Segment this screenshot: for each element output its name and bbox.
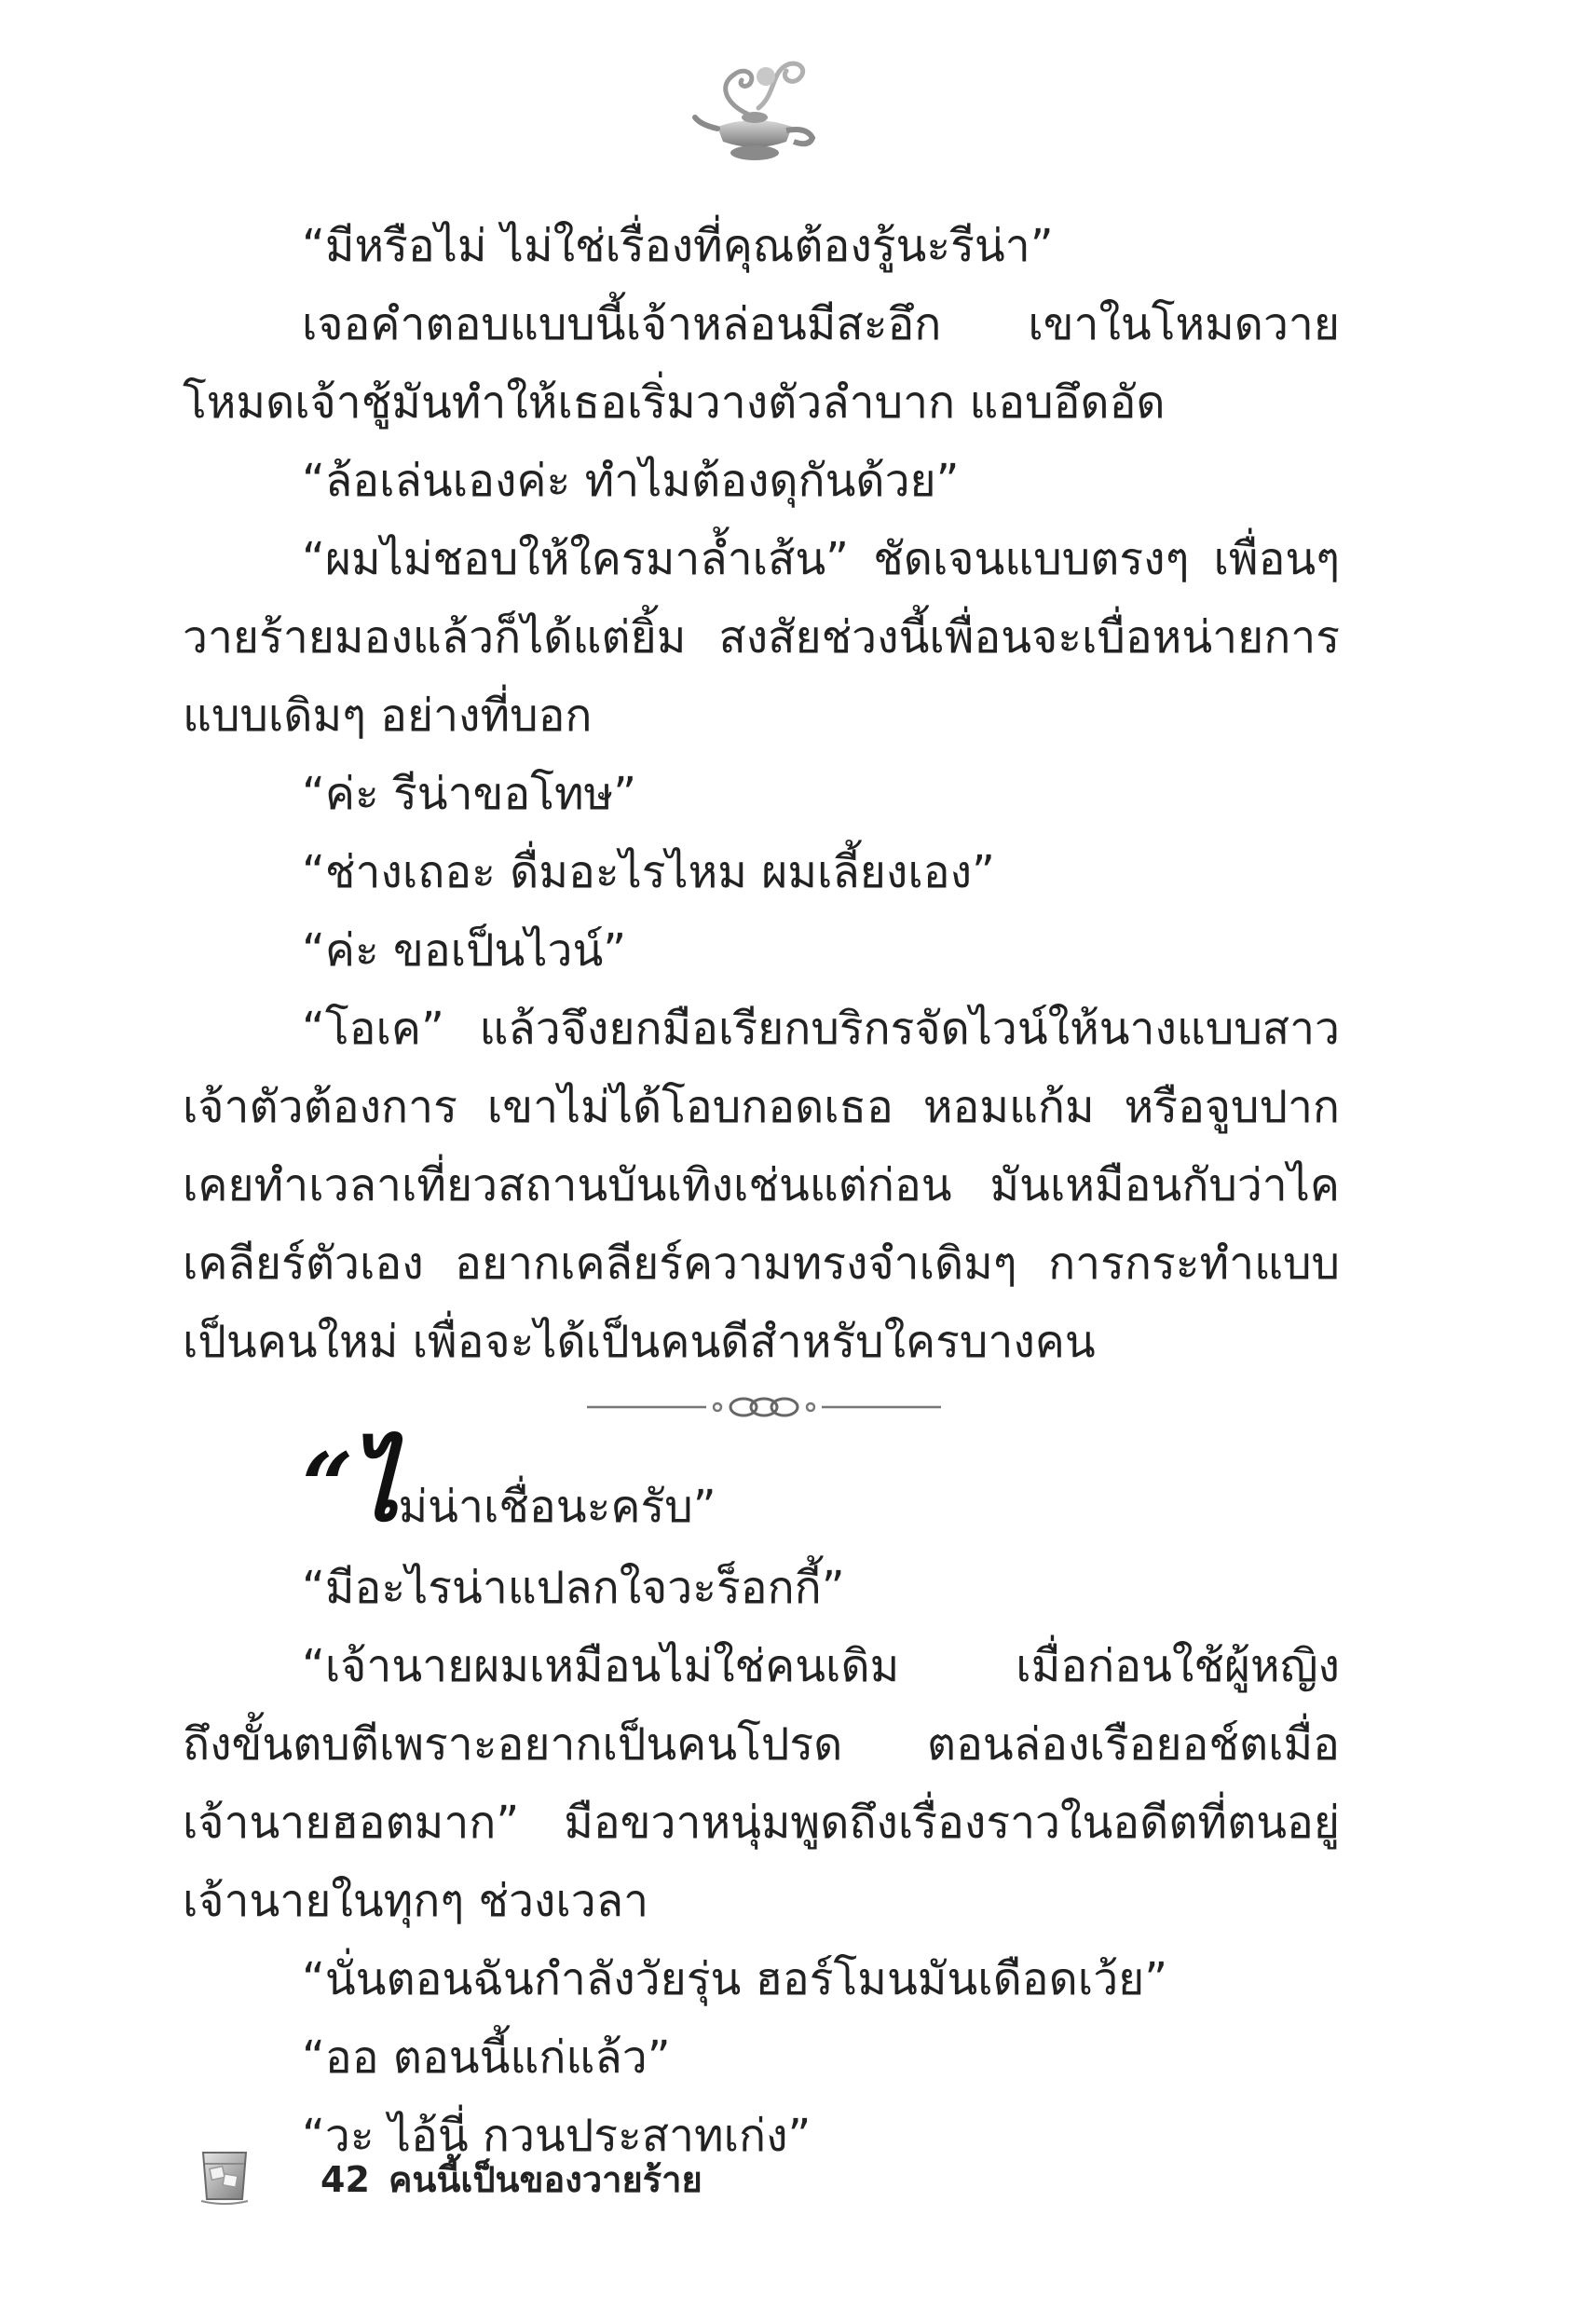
text-line: “มีอะไรน่าแปลกใจวะร็อกกี้” — [302, 1562, 845, 1614]
text-line: แบบเดิมๆ อย่างที่บอก — [183, 690, 593, 742]
dropcap-quote-mark: “ — [302, 1433, 354, 1538]
book-title: คนนี้เป็นของวายร้าย — [389, 2159, 703, 2200]
magic-lamp-icon — [689, 48, 820, 170]
text-line: “วะ ไอ้นี่ กวนประสาทเก่ง” — [302, 2110, 812, 2162]
text-line: เคลียร์ตัวเอง อยากเคลียร์ความทรงจำเดิมๆ การกระทำแบบ — [183, 1238, 1340, 1290]
text-line: “ออ ตอนนี้แก่แล้ว” — [302, 2031, 671, 2084]
text-line: “นั่นตอนฉันกำลังวัยรุ่น ฮอร์โมนมันเดือดเว้ย” — [302, 1953, 1168, 2005]
dropcap-letter: ไ — [349, 1429, 399, 1543]
text-line: เจ้านายในทุกๆ ช่วงเวลา — [183, 1875, 649, 1927]
whisky-glass-icon — [198, 2145, 252, 2205]
text-line: “มีหรือไม่ ไม่ใช่เรื่องที่คุณต้องรู้นะรีน่า” — [302, 220, 1054, 272]
text-line: โหมดเจ้าชู้มันทำให้เธอเริ่มวางตัวลำบาก แอบอึดอัด — [183, 376, 1166, 429]
text-line: วายร้ายมองแล้วก็ได้แต่ยิ้ม สงสัยช่วงนี้เพื่อนจะเบื่อหน่ายการ — [183, 611, 1340, 663]
text-line: “ค่ะ ขอเป็นไวน์” — [302, 924, 627, 977]
text-line: ถึงขั้นตบตีเพราะอยากเป็นคนโปรด ตอนล่องเรือยอช์ตเมื่อ — [183, 1718, 1340, 1771]
text-line: เจอคำตอบแบบนี้เจ้าหล่อนมีสะอึก เขาในโหมดวาย — [302, 298, 1340, 350]
page-number: 42 — [321, 2159, 370, 2200]
text-line: เคยทำเวลาเที่ยวสถานบันเทิงเช่นแต่ก่อน มันเหมือนกับว่าไค — [183, 1159, 1340, 1211]
text-line: “เจ้านายผมเหมือนไม่ใช่คนเดิม เมื่อก่อนใช้ผู้หญิง — [302, 1640, 1340, 1692]
text-line: “ผมไม่ชอบให้ใครมาล้ำเส้น” ชัดเจนแบบตรงๆ เพื่อนๆ — [302, 533, 1340, 585]
text-line: เจ้าตัวต้องการ เขาไม่ได้โอบกอดเธอ หอมแก้ม หรือจูบปาก — [183, 1081, 1340, 1133]
dropcap-rest-text: ม่น่าเชื่อนะครับ” — [398, 1481, 716, 1533]
text-line: เจ้านายฮอตมาก” มือขวาหนุ่มพูดถึงเรื่องราวในอดีตที่ตนอยู่ — [183, 1797, 1340, 1849]
text-line: เป็นคนใหม่ เพื่อจะได้เป็นคนดีสำหรับใครบางคน — [183, 1316, 1096, 1368]
knot-divider-icon — [587, 1388, 941, 1426]
text-line: “ค่ะ รีน่าขอโทษ” — [302, 768, 637, 820]
text-line: “ล้อเล่นเองค่ะ ทำไมต้องดุกันด้วย” — [302, 455, 960, 507]
text-line: “ช่างเถอะ ดื่มอะไรไหม ผมเลี้ยงเอง” — [302, 846, 995, 898]
chapter-dropcap-line — [302, 1429, 716, 1543]
text-line: “โอเค” แล้วจึงยกมือเรียกบริกรจัดไวน์ให้นางแบบสาว — [302, 1003, 1340, 1055]
